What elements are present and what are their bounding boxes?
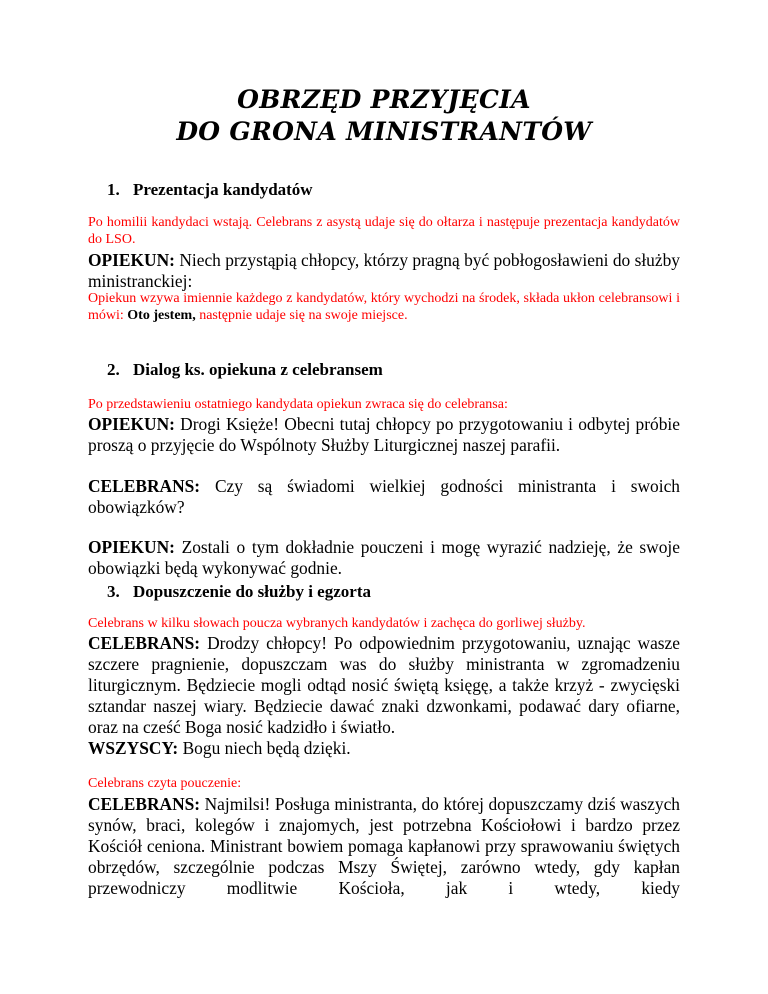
section-title: Prezentacja kandydatów [133,180,313,199]
dialogue-text: Czy są świadomi wielkiej godności ministranta i swoich obowiązków? [88,476,680,517]
rubric-text: Celebrans w kilku słowach poucza wybranych kandydatów i zachęca do gorliwej służby. [88,616,586,631]
section-heading-1 [107,180,313,200]
section-number: 2. [107,360,120,379]
speaker-label: CELEBRANS: [88,794,201,814]
speaker-label: CELEBRANS: [88,476,201,496]
speaker-label: OPIEKUN: [88,537,175,557]
dialogue-paragraph [88,794,680,899]
dialogue-paragraph [88,250,680,292]
dialogue-text: Bogu niech będą dzięki. [182,738,351,758]
dialogue-text: Drogi Księże! Obecni tutaj chłopcy po przygotowaniu i odbytej próbie proszą o przyjęcie do Wspólnoty Służby Liturgicznej naszej parafii. [88,414,680,455]
dialogue-paragraph [88,738,680,759]
rubric-text: Po homilii kandydaci wstają. Celebrans z asystą udaje się do ołtarza i następuje prezentacja kandydatów do LSO. [88,215,680,247]
rubric-text: Opiekun wzywa imiennie każdego z kandydatów, który wychodzi na środek, składa ukłon celebransowi i mówi: Oto jestem, następnie udaje się na swoje miejsce. [88,291,680,323]
section-heading-3 [107,582,371,602]
dialogue-text: Niech przystąpią chłopcy, którzy pragną być pobłogosławieni do służby ministranckiej: [88,250,680,291]
dialogue-paragraph [88,414,680,456]
dialogue-paragraph [88,537,680,579]
dialogue-text: Drodzy chłopcy! Po odpowiednim przygotowaniu, uznając wasze szczere pragnienie, dopuszczam was do służby ministranta w zgromadzeniu liturgicznym. Będziecie mogli odtąd nosić świętą księgę, a także krzyż - zwycięski sztandar naszej wiary. Będziecie dawać znaki dzwonkami, podawać dary ofiarne, oraz na cześć Boga nosić kadzidło i światło. [88,633,680,737]
rubric-text: Po przedstawieniu ostatniego kandydata opiekun zwraca się do celebransa: [88,397,508,412]
dialogue-text: Najmilsi! Posługa ministranta, do której dopuszczamy dziś waszych synów, braci, kolegów i znajomych, jest potrzebna Kościołowi i bardzo przez Kościół ceniona. Ministrant bowiem pomaga kapłanowi przy sprawowaniu świętych obrzędów, szczególnie podczas Mszy Świętej, zarówno wtedy, gdy kapłan przewodniczy modlitwie Kościoła, jak i wtedy, kiedy [88,794,680,898]
section-title: Dialog ks. opiekuna z celebransem [133,360,383,379]
section-number: 1. [107,180,120,199]
section-number: 3. [107,582,120,601]
dialogue-paragraph [88,633,680,738]
dialogue-text: Zostali o tym dokładnie pouczeni i mogę wyrazić nadzieję, że swoje obowiązki będą wykonywać godnie. [88,537,680,578]
section-heading-2 [107,360,383,380]
speaker-label: OPIEKUN: [88,414,175,434]
document-title-line-1: OBRZĘD PRZYJĘCIA [237,85,531,114]
document-title-line-2: DO GRONA MINISTRANTÓW [176,117,592,146]
speaker-label: CELEBRANS: [88,633,201,653]
speaker-label: OPIEKUN: [88,250,175,270]
section-title: Dopuszczenie do służby i egzorta [133,582,371,601]
dialogue-paragraph [88,476,680,518]
speaker-label: WSZYSCY: [88,738,179,758]
rubric-text: Celebrans czyta pouczenie: [88,776,242,791]
